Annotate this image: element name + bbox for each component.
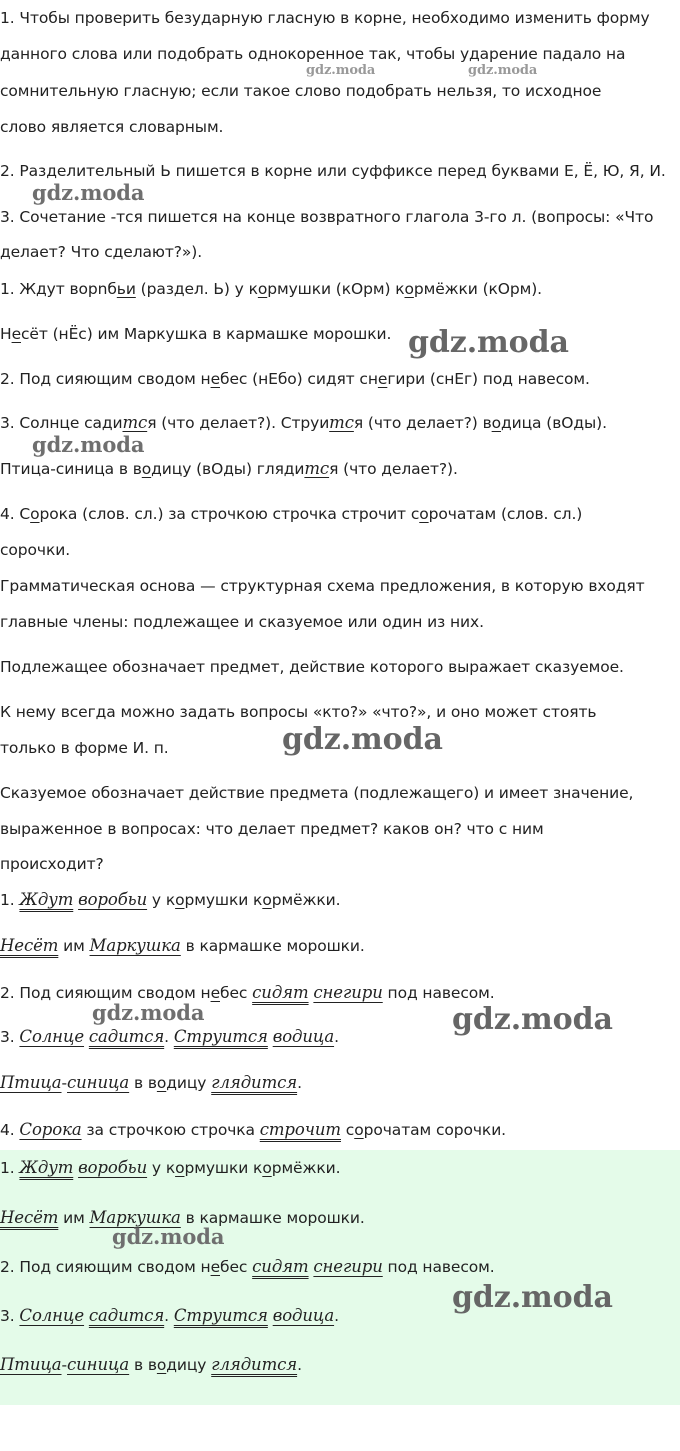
analysis-sentence-2: Несёт им Маркушка в кармашке морошки. (0, 936, 365, 955)
analysis-sentence-4: 3. Солнце садится. Струится водица. (0, 1027, 339, 1046)
theory-line: делает? Что сделают?»). (0, 243, 203, 261)
watermark: gdz.moda (32, 432, 145, 457)
watermark: gdz.moda (306, 63, 376, 78)
analysis-sentence-1: 1. Ждут воробьи у кормушки кормёжки. (0, 890, 341, 909)
grammar-line: Подлежащее обозначает предмет, действие которого выражает сказуемое. (0, 658, 624, 676)
theory-line: данного слова или подобрать однокоренное так, чтобы ударение падало на (0, 45, 626, 63)
exercise-sentence-6: 4. Сорока (слов. сл.) за строчкою строчка строчит сорочатам (слов. сл.) (0, 505, 583, 523)
analysis-sentence-4: 3. Солнце садится. Струится водица. (0, 1306, 339, 1325)
watermark: gdz.moda (32, 180, 145, 205)
analysis-sentence-2: Несёт им Маркушка в кармашке морошки. (0, 1208, 365, 1227)
analysis-sentence-1: 1. Ждут воробьи у кормушки кормёжки. (0, 1158, 341, 1177)
analysis-sentence-5: Птица-синица в водицу глядится. (0, 1355, 302, 1374)
grammar-line: выраженное в вопросах: что делает предмет? каков он? что с ним (0, 820, 544, 838)
grammar-line: главные члены: подлежащее и сказуемое или один из них. (0, 613, 484, 631)
theory-line: 2. Разделительный Ь пишется в корне или суффиксе перед буквами Е, Ё, Ю, Я, И. (0, 162, 666, 180)
grammar-line: К нему всегда можно задать вопросы «кто?» «что?», и оно может стоять (0, 703, 597, 721)
analysis-sentence-6: 4. Сорока за строчкою строчка строчит сорочатам сорочки. (0, 1120, 506, 1139)
exercise-sentence-2: Несёт (нЁс) им Маркушка в кармашке морошки. (0, 325, 392, 343)
exercise-line: сорочки. (0, 541, 71, 559)
analysis-sentence-3: 2. Под сияющим сводом небес сидят снегири под навесом. (0, 983, 495, 1002)
grammar-line: только в форме И. п. (0, 739, 169, 757)
watermark: gdz.moda (452, 1002, 613, 1037)
grammar-line: Грамматическая основа — структурная схема предложения, в которую входят (0, 577, 645, 595)
watermark: gdz.moda (92, 1000, 205, 1025)
exercise-sentence-4: 3. Солнце садится (что делает?). Струится (что делает?) водица (вОды). (0, 413, 607, 432)
page-bottom-edge (0, 1405, 680, 1451)
analysis-sentence-3: 2. Под сияющим сводом небес сидят снегири под навесом. (0, 1257, 495, 1276)
watermark: gdz.moda (408, 325, 569, 360)
theory-line: слово является словарным. (0, 118, 224, 136)
watermark: gdz.moda (112, 1224, 225, 1249)
watermark: gdz.moda (468, 63, 538, 78)
theory-line: 3. Сочетание -тся пишется на конце возвратного глагола 3-го л. (вопросы: «Что (0, 208, 654, 226)
exercise-sentence-1: 1. Ждут ворոбьи (раздел. Ь) у кормушки (кОрм) кормёжки (кОрм). (0, 280, 542, 298)
analysis-sentence-5: Птица-синица в водицу глядится. (0, 1073, 302, 1092)
theory-line: сомнительную гласную; если такое слово подобрать нельзя, то исходное (0, 82, 602, 100)
exercise-sentence-5: Птица-синица в водицу (вОды) глядится (что делает?). (0, 459, 458, 478)
exercise-sentence-3: 2. Под сияющим сводом небес (нЕбо) сидят снегири (снЕг) под навесом. (0, 370, 590, 388)
watermark: gdz.moda (282, 722, 443, 757)
watermark: gdz.moda (452, 1280, 613, 1315)
grammar-line: происходит? (0, 855, 104, 873)
grammar-line: Сказуемое обозначает действие предмета (подлежащего) и имеет значение, (0, 784, 634, 802)
theory-line: 1. Чтобы проверить безударную гласную в корне, необходимо изменить форму (0, 9, 650, 27)
